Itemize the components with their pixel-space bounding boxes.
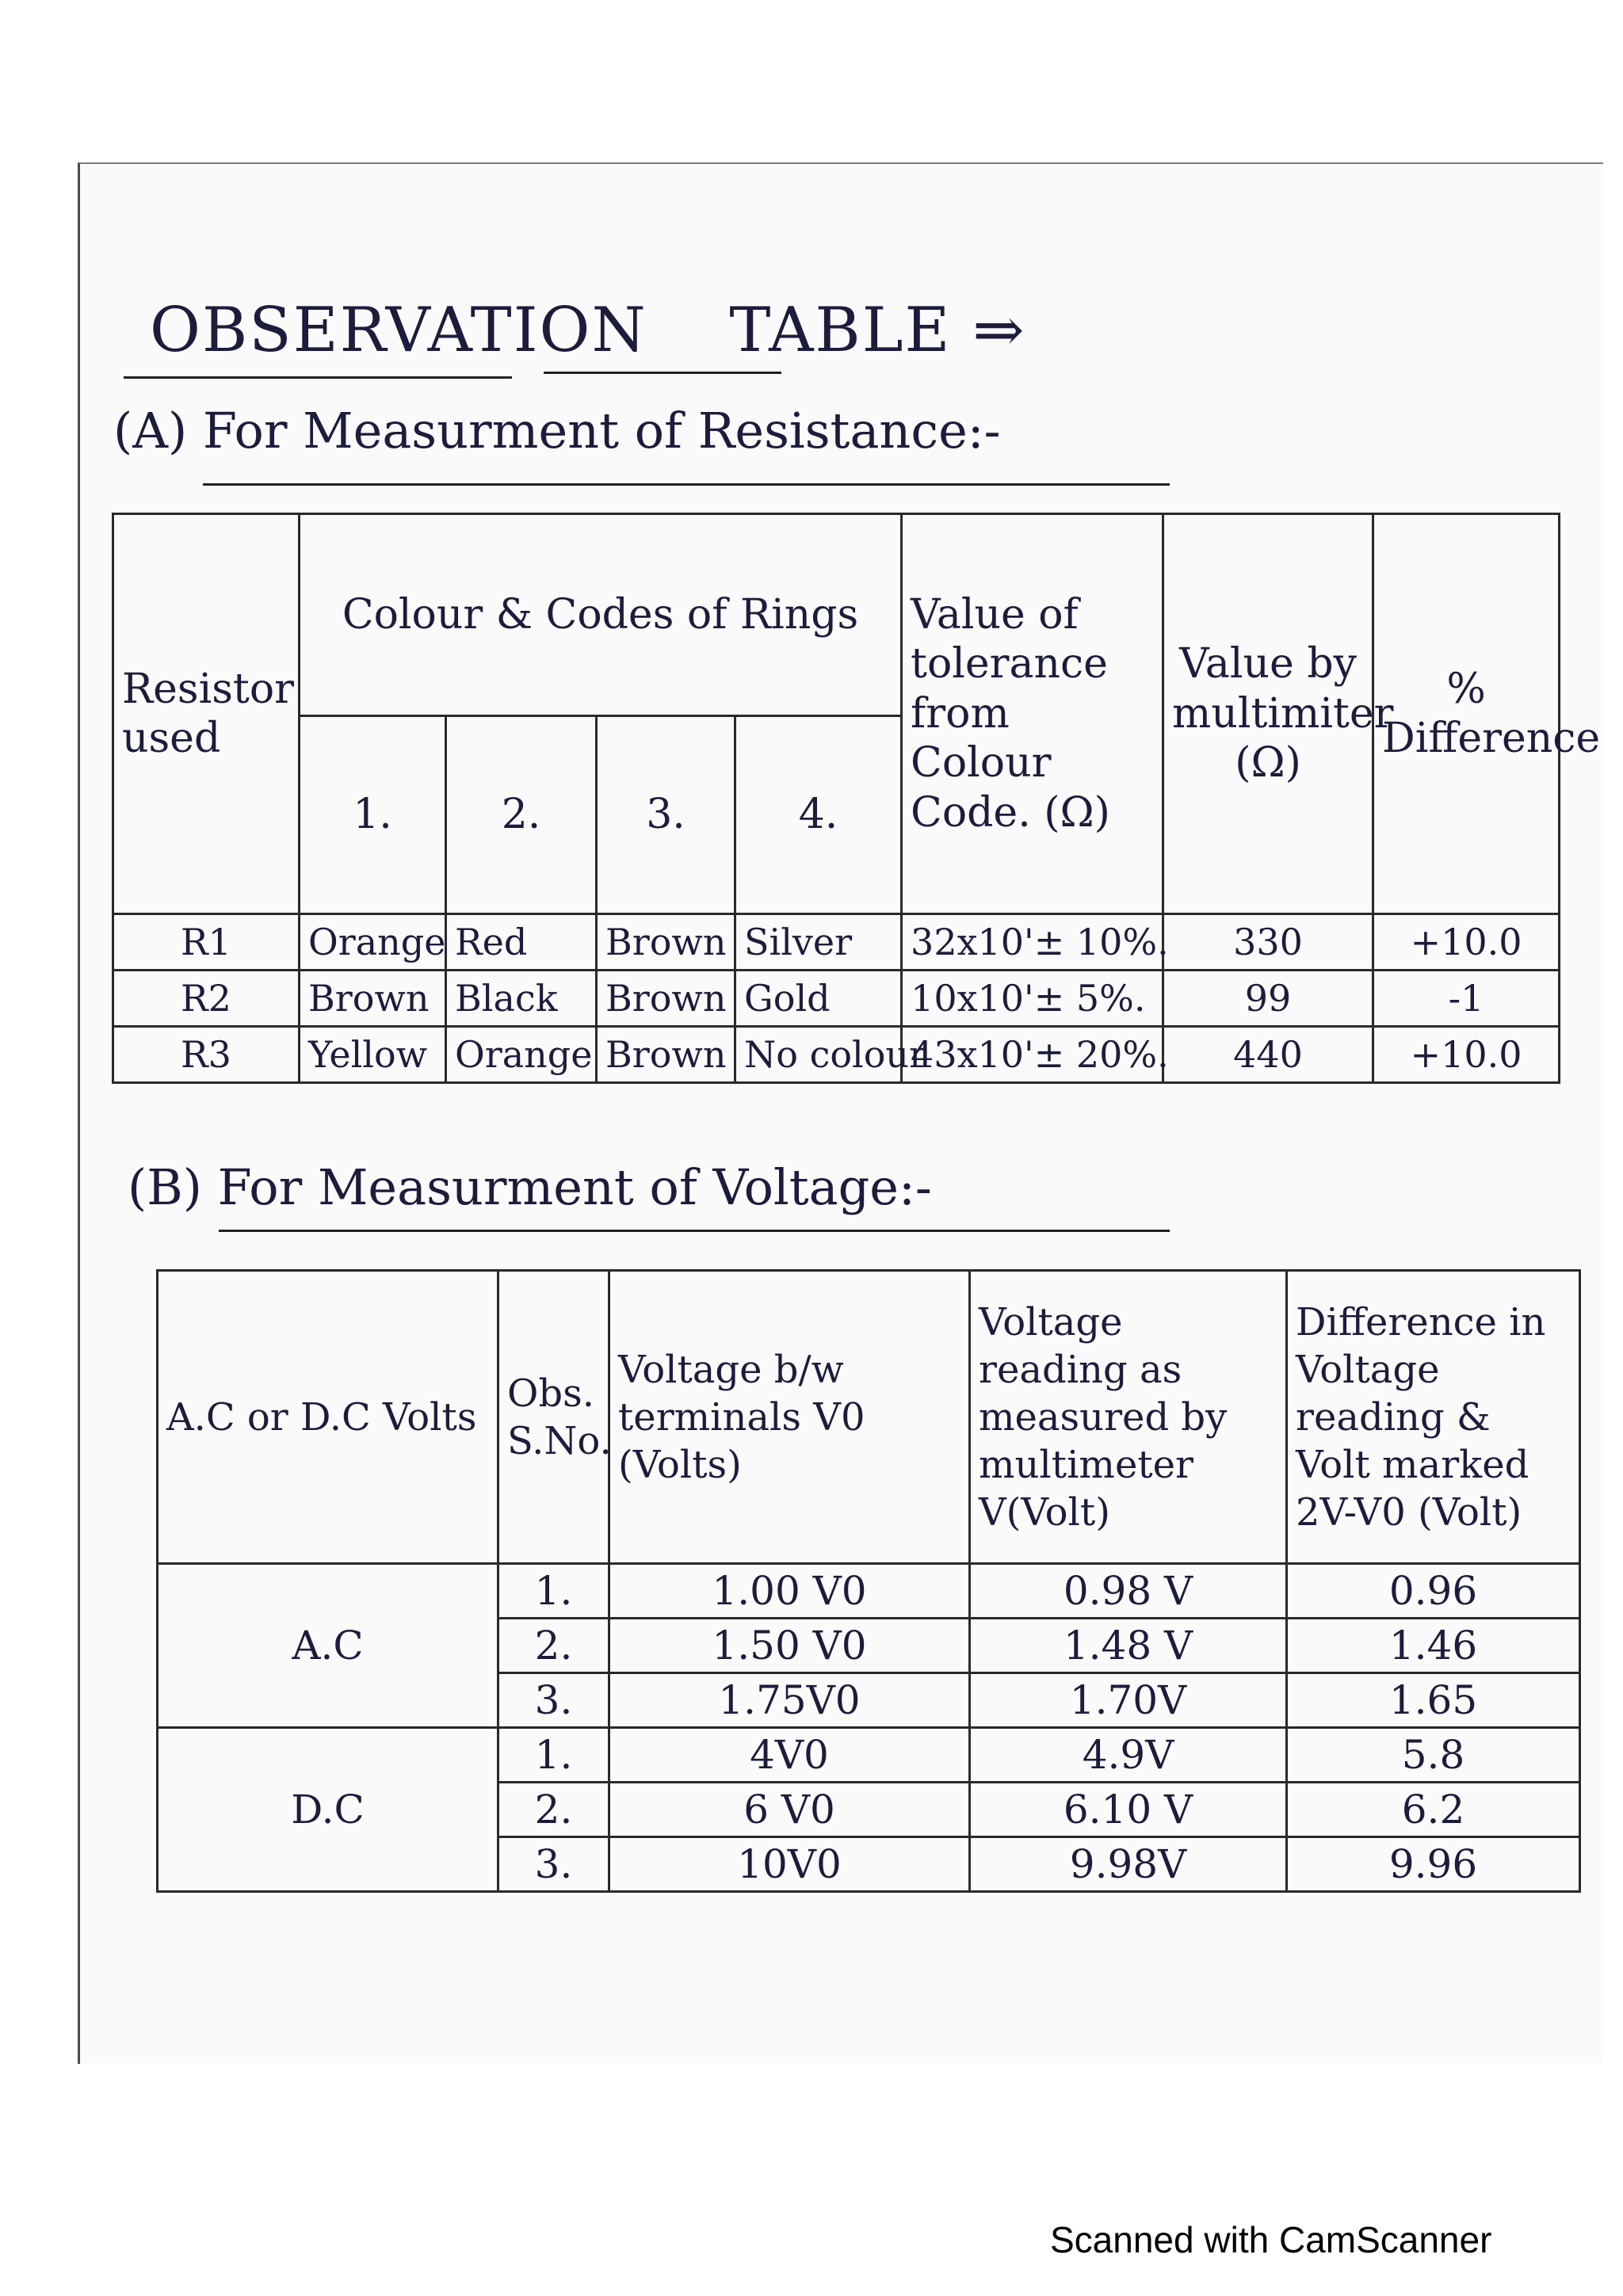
percent-difference: +10.0 xyxy=(1373,914,1560,971)
voltage-difference: 5.8 xyxy=(1287,1728,1580,1783)
section-a-label: (A) For Measurment of Resistance:- xyxy=(113,402,1001,460)
percent-difference: +10.0 xyxy=(1373,1027,1560,1083)
resistor-name: R3 xyxy=(113,1027,300,1083)
terminal-voltage: 10V0 xyxy=(609,1837,970,1892)
tolerance-value: 32x10'± 10%. xyxy=(902,914,1163,971)
obs-number: 3. xyxy=(498,1837,609,1892)
multimeter-value: 440 xyxy=(1163,1027,1373,1083)
section-a-underline xyxy=(203,483,1170,486)
notebook-page xyxy=(78,162,1603,2064)
header-obs-sno: Obs. S.No. xyxy=(498,1271,609,1564)
terminal-voltage: 4V0 xyxy=(609,1728,970,1783)
header-percent-difference: % Difference xyxy=(1373,514,1560,914)
header-ring-1: 1. xyxy=(300,716,446,914)
header-ring-4: 4. xyxy=(735,716,902,914)
title-word-observation: OBSERVATION xyxy=(150,295,647,366)
tolerance-value: 10x10'± 5%. xyxy=(902,971,1163,1027)
terminal-voltage: 1.75V0 xyxy=(609,1673,970,1728)
header-ring-2: 2. xyxy=(446,716,597,914)
header-terminal-voltage: Voltage b/w terminals V0 (Volts) xyxy=(609,1271,970,1564)
obs-number: 2. xyxy=(498,1619,609,1673)
title-underline xyxy=(124,376,512,379)
resistor-name: R2 xyxy=(113,971,300,1027)
ring-2-colour: Black xyxy=(446,971,597,1027)
ring-2-colour: Orange xyxy=(446,1027,597,1083)
ring-4-colour: No colour xyxy=(735,1027,902,1083)
voltage-difference: 6.2 xyxy=(1287,1783,1580,1837)
ring-1-colour: Yellow xyxy=(300,1027,446,1083)
table-row xyxy=(158,1564,1580,1619)
ring-4-colour: Silver xyxy=(735,914,902,971)
table-row xyxy=(113,971,1560,1027)
obs-number: 2. xyxy=(498,1783,609,1837)
ring-1-colour: Brown xyxy=(300,971,446,1027)
voltage-difference: 0.96 xyxy=(1287,1564,1580,1619)
title-underline xyxy=(544,372,781,374)
header-voltage-difference: Difference in Voltage reading & Volt marked 2V-V0 (Volt) xyxy=(1287,1271,1580,1564)
ring-3-colour: Brown xyxy=(597,1027,735,1083)
header-colour-codes: Colour & Codes of Rings xyxy=(300,514,902,716)
multimeter-reading: 4.9V xyxy=(970,1728,1287,1783)
tolerance-value: 43x10'± 20%. xyxy=(902,1027,1163,1083)
group-type-ac: A.C xyxy=(158,1564,498,1728)
page-title xyxy=(150,295,1026,366)
ring-3-colour: Brown xyxy=(597,971,735,1027)
table-row xyxy=(113,1027,1560,1083)
header-multimeter-reading: Voltage reading as measured by multimeter V(Volt) xyxy=(970,1271,1287,1564)
table-row xyxy=(113,914,1560,971)
percent-difference: -1 xyxy=(1373,971,1560,1027)
header-tolerance-value: Value of tolerance from Colour Code. (Ω) xyxy=(902,514,1163,914)
header-ac-dc-volts: A.C or D.C Volts xyxy=(158,1271,498,1564)
section-b-underline xyxy=(219,1230,1170,1232)
multimeter-reading: 6.10 V xyxy=(970,1783,1287,1837)
title-arrow-icon: ⇒ xyxy=(972,295,1026,366)
multimeter-reading: 9.98V xyxy=(970,1837,1287,1892)
terminal-voltage: 1.50 V0 xyxy=(609,1619,970,1673)
voltage-difference: 9.96 xyxy=(1287,1837,1580,1892)
multimeter-reading: 0.98 V xyxy=(970,1564,1287,1619)
header-resistor-used: Resistor used xyxy=(113,514,300,914)
ring-4-colour: Gold xyxy=(735,971,902,1027)
title-word-table: TABLE xyxy=(729,295,952,366)
voltage-table xyxy=(156,1269,1581,1893)
table-row xyxy=(158,1728,1580,1783)
header-ring-3: 3. xyxy=(597,716,735,914)
obs-number: 1. xyxy=(498,1728,609,1783)
scanner-watermark: Scanned with CamScanner xyxy=(1050,2219,1492,2260)
obs-number: 1. xyxy=(498,1564,609,1619)
voltage-difference: 1.65 xyxy=(1287,1673,1580,1728)
multimeter-value: 330 xyxy=(1163,914,1373,971)
ring-2-colour: Red xyxy=(446,914,597,971)
terminal-voltage: 1.00 V0 xyxy=(609,1564,970,1619)
resistance-table xyxy=(112,513,1601,1084)
ring-1-colour: Orange xyxy=(300,914,446,971)
ring-3-colour: Brown xyxy=(597,914,735,971)
resistor-name: R1 xyxy=(113,914,300,971)
terminal-voltage: 6 V0 xyxy=(609,1783,970,1837)
multimeter-reading: 1.48 V xyxy=(970,1619,1287,1673)
header-multimeter-value: Value by multimiter (Ω) xyxy=(1163,514,1373,914)
obs-number: 3. xyxy=(498,1673,609,1728)
multimeter-reading: 1.70V xyxy=(970,1673,1287,1728)
voltage-difference: 1.46 xyxy=(1287,1619,1580,1673)
multimeter-value: 99 xyxy=(1163,971,1373,1027)
group-type-dc: D.C xyxy=(158,1728,498,1892)
section-b-label: (B) For Measurment of Voltage:- xyxy=(128,1158,932,1216)
